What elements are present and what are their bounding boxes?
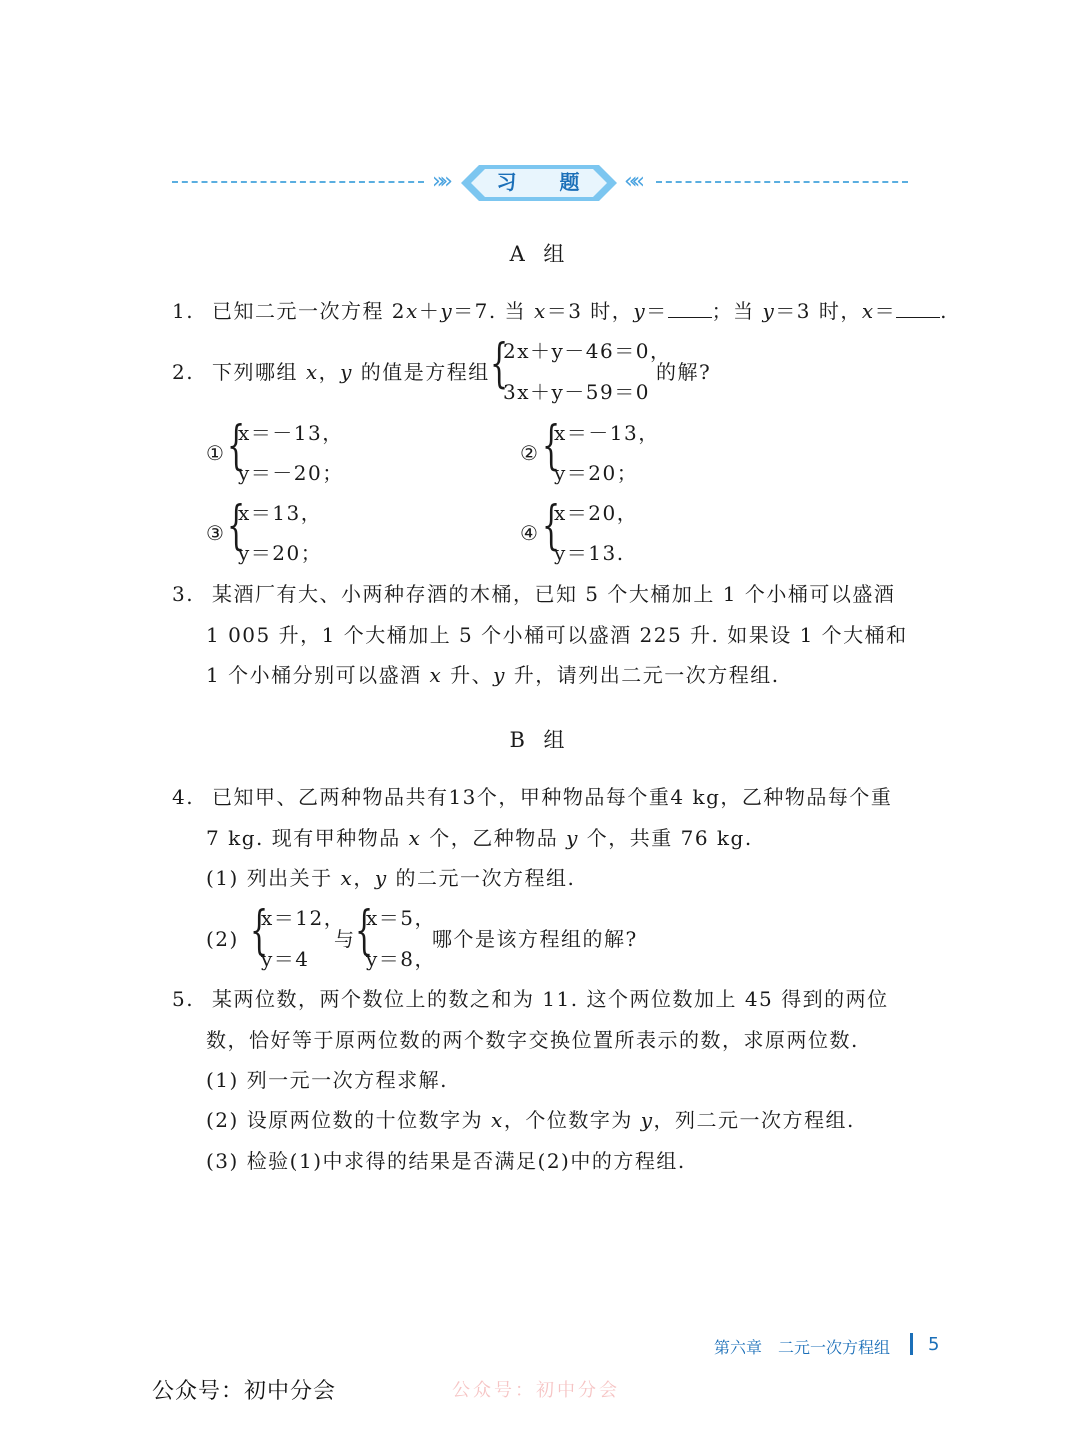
q1-text-d: ＝	[646, 299, 668, 323]
question-1	[172, 299, 948, 323]
q4-system-2-line-1: x＝5，	[366, 906, 437, 930]
question-3-line-1	[172, 582, 895, 606]
q2-text-d: 的解?	[656, 360, 712, 384]
question-5-part-3: (3) 检验(1)中求得的结果是否满足(2)中的方程组.	[206, 1149, 686, 1173]
header-dash-left	[172, 181, 424, 183]
q5-p2-var-y: y	[640, 1108, 654, 1132]
q5-p2-var-x: x	[491, 1108, 504, 1132]
q4-p1-b: ，	[353, 866, 375, 890]
q4-text-2a: 7 kg. 现有甲种物品	[206, 826, 409, 850]
q4-part-2-number: (2)	[206, 927, 239, 951]
q4-text-2b: 个，乙种物品	[421, 826, 567, 850]
q2-option-2-mark: ②	[520, 441, 540, 465]
q2-option-2-brace: {	[542, 416, 561, 476]
q2-option-3-brace: {	[227, 496, 246, 556]
q2-number: 2.	[172, 360, 195, 384]
q4-var-y: y	[566, 826, 579, 850]
question-3-line-3	[206, 663, 780, 687]
question-3-line-2: 1 005 升，1 个大桶加上 5 个小桶可以盛酒 225 升. 如果设 1 个大桶和	[206, 623, 908, 647]
section-title: 习 题	[496, 170, 598, 194]
header-dash-right	[656, 181, 908, 183]
q2-option-1-brace: {	[227, 416, 246, 476]
q5-p2-c: ，列二元一次方程组.	[653, 1108, 855, 1132]
q5-p2-b: ，个位数字为	[503, 1108, 641, 1132]
question-5-line-1	[172, 987, 889, 1011]
q3-text-3a: 1 个小桶分别可以盛酒	[206, 663, 430, 687]
q2-option-4-line-2: y＝13.	[554, 541, 625, 565]
q2-equation-1: 2x＋y－46＝0，	[503, 339, 672, 363]
q4-part-2-question: 哪个是该方程组的解?	[432, 927, 638, 951]
group-a-title: A 组	[509, 242, 571, 266]
q3-text-1: 某酒厂有大、小两种存酒的木桶，已知 5 个大桶加上 1 个小桶可以盛酒	[211, 582, 896, 606]
q2-option-1-line-2: y＝－20；	[238, 461, 344, 485]
q2-option-3-line-2: y＝20；	[238, 541, 323, 565]
q2-option-4-brace: {	[542, 496, 561, 556]
q2-text-a: 下列哪组	[211, 360, 306, 384]
q1-number: 1.	[172, 299, 195, 323]
q1-text-e: ；当	[711, 299, 763, 323]
q4-system-2-brace: {	[355, 901, 374, 961]
q4-text-1: 已知甲、乙两种物品共有13个，甲种物品每个重4 kg，乙种物品每个重	[211, 785, 893, 809]
q1-var-y: y	[440, 299, 454, 323]
q2-option-2-line-1: x＝－13，	[554, 421, 660, 445]
q2-text-b: ，	[318, 360, 341, 384]
q2-equation-2: 3x＋y－59＝0	[503, 380, 650, 404]
q2-option-3-mark: ③	[206, 521, 226, 545]
footer-divider	[910, 1333, 913, 1355]
q4-system-1-line-1: x＝12，	[261, 906, 346, 930]
q2-var-x: x	[305, 360, 319, 384]
q4-p1-var-x: x	[340, 866, 354, 890]
q1-var-x: x	[406, 299, 419, 323]
q5-text-1: 某两位数，两个数位上的数之和为 11. 这个两位数加上 45 得到的两位	[211, 987, 889, 1011]
q3-var-y: y	[493, 663, 506, 687]
q1-plus: ＋	[418, 299, 441, 323]
q2-option-1-mark: ①	[206, 441, 226, 465]
q4-system-1-line-2: y＝4	[261, 947, 310, 971]
q1-blank-1[interactable]	[668, 299, 712, 318]
q1-text-c: ＝3 时，	[546, 299, 634, 323]
q1-text-h: .	[940, 299, 949, 323]
question-2-stem	[172, 360, 490, 384]
q1-text-g: ＝	[874, 299, 897, 323]
q1-text-f: ＝3 时，	[775, 299, 862, 323]
page-number: 5	[928, 1334, 940, 1355]
q1-text-b: ＝7. 当	[453, 299, 534, 323]
q1-var-x: x	[533, 299, 547, 323]
group-b-title: B 组	[509, 728, 571, 752]
question-5-line-2: 数，恰好等于原两位数的两个数字交换位置所表示的数，求原两位数.	[206, 1028, 859, 1052]
q1-text-a: 已知二元一次方程 2	[211, 299, 407, 323]
q4-system-2-line-2: y＝8，	[366, 947, 437, 971]
q1-var-y: y	[633, 299, 647, 323]
q4-var-x: x	[408, 826, 422, 850]
q4-number: 4.	[172, 785, 195, 809]
double-chevron-right-icon: »»	[432, 169, 447, 194]
q2-text-c: 的值是方程组	[352, 360, 490, 384]
q2-var-y: y	[340, 360, 353, 384]
q1-var-y: y	[762, 299, 776, 323]
question-4-line-2	[206, 826, 753, 850]
q5-number: 5.	[172, 987, 195, 1011]
question-5-part-1: (1) 列一元一次方程求解.	[206, 1068, 449, 1092]
question-5-part-2	[206, 1108, 855, 1132]
watermark-center: 公众号：初中分会	[452, 1380, 620, 1401]
q1-blank-2[interactable]	[896, 299, 940, 318]
question-4-part-1	[206, 866, 575, 890]
q2-option-4-line-1: x＝20，	[554, 501, 639, 525]
q2-option-4-mark: ④	[520, 521, 540, 545]
q4-part-2-and: 与	[334, 927, 356, 951]
q3-var-x: x	[429, 663, 443, 687]
q3-text-3c: 升，请列出二元一次方程组.	[505, 663, 780, 687]
q4-p1-a: (1) 列出关于	[206, 866, 341, 890]
footer-chapter: 第六章 二元一次方程组	[714, 1338, 891, 1357]
q2-option-3-line-1: x＝13，	[238, 501, 323, 525]
watermark-left: 公众号：初中分会	[152, 1379, 337, 1404]
q4-p1-var-y: y	[374, 866, 388, 890]
q2-option-1-line-1: x＝－13，	[238, 421, 344, 445]
q4-system-1-brace: {	[250, 901, 269, 961]
question-4-line-1	[172, 785, 892, 809]
q2-system-brace: {	[490, 334, 509, 394]
q2-option-2-line-2: y＝20；	[554, 461, 639, 485]
q1-var-x: x	[861, 299, 875, 323]
q3-text-3b: 升、	[442, 663, 494, 687]
q4-text-2c: 个，共重 76 kg.	[578, 826, 753, 850]
q3-number: 3.	[172, 582, 195, 606]
double-chevron-left-icon: ««	[624, 169, 639, 194]
q5-p2-a: (2) 设原两位数的十位数字为	[206, 1108, 492, 1132]
q4-p1-c: 的二元一次方程组.	[387, 866, 576, 890]
